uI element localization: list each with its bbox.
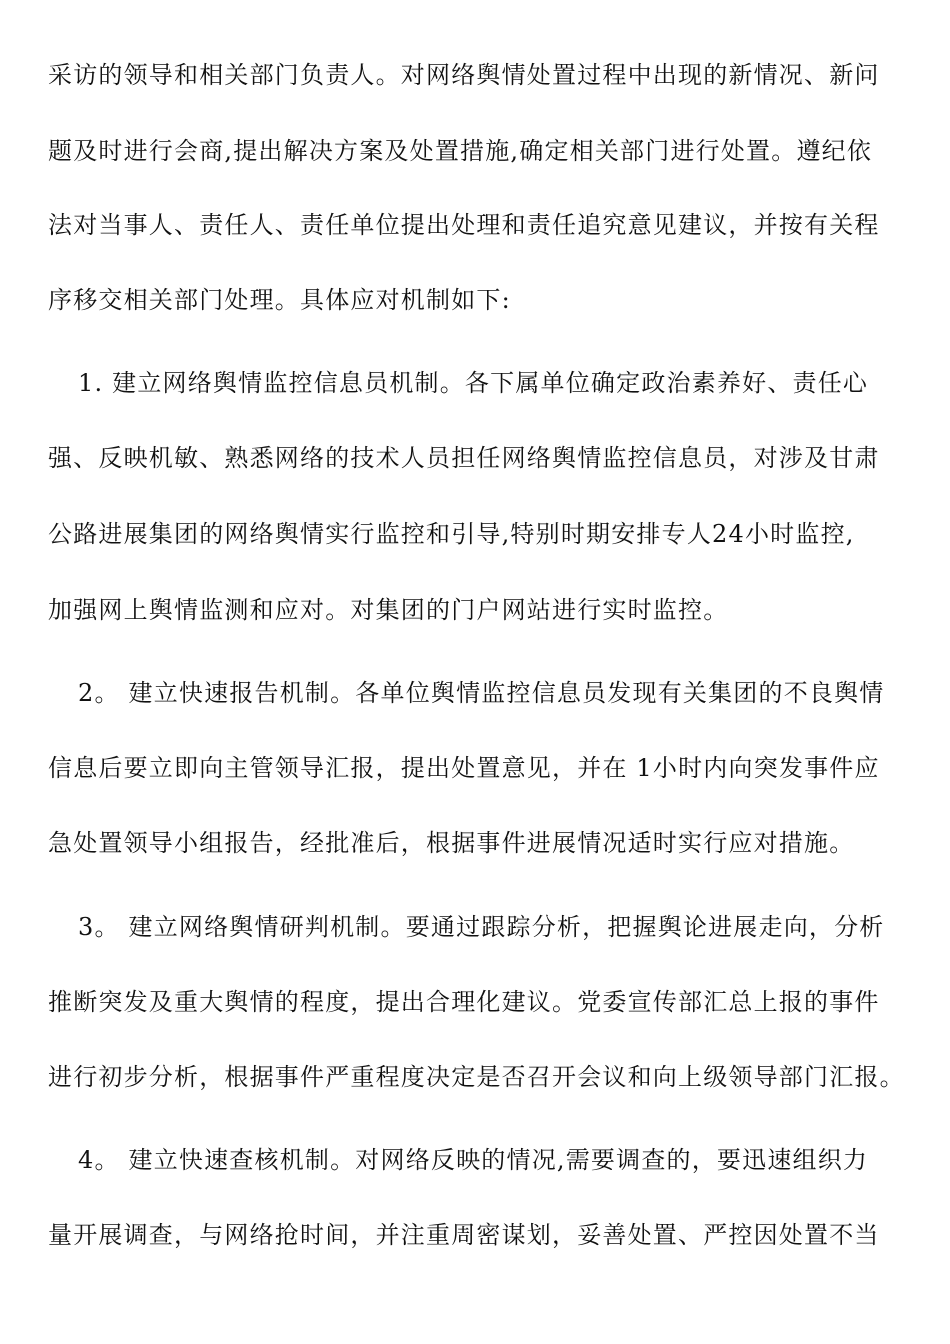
paragraph-line: 采访的领导和相关部门负责人。对网络舆情处置过程中出现的新情况、新问 [48, 61, 880, 89]
paragraph-line: 题及时进行会商,提出解决方案及处置措施,确定相关部门进行处置。遵纪依 [48, 137, 873, 165]
paragraph-line: 序移交相关部门处理。具体应对机制如下: [48, 286, 511, 314]
paragraph-line: 公路进展集团的网络舆情实行监控和引导,特别时期安排专人24小时监控, [48, 520, 855, 548]
paragraph-line: 2。 建立快速报告机制。各单位舆情监控信息员发现有关集团的不良舆情 [78, 679, 885, 707]
paragraph-line: 推断突发及重大舆情的程度，提出合理化建议。党委宣传部汇总上报的事件 [48, 988, 880, 1016]
paragraph-line: 3。 建立网络舆情研判机制。要通过跟踪分析，把握舆论进展走向，分析 [78, 913, 885, 941]
paragraph-line: 1. 建立网络舆情监控信息员机制。各下属单位确定政治素养好、责任心 [78, 369, 869, 397]
paragraph-line: 急处置领导小组报告，经批准后，根据事件进展情况适时实行应对措施。 [48, 829, 855, 857]
paragraph-line: 量开展调查，与网络抢时间，并注重周密谋划，妥善处置、严控因处置不当 [48, 1221, 880, 1249]
paragraph-line: 加强网上舆情监测和应对。对集团的门户网站进行实时监控。 [48, 596, 729, 624]
paragraph-line: 强、反映机敏、熟悉网络的技术人员担任网络舆情监控信息员，对涉及甘肃 [48, 444, 880, 472]
paragraph-line: 4。 建立快速查核机制。对网络反映的情况,需要调查的，要迅速组织力 [78, 1146, 869, 1174]
paragraph-line: 信息后要立即向主管领导汇报，提出处置意见，并在 1小时内向突发事件应 [48, 754, 880, 782]
paragraph-line: 进行初步分析，根据事件严重程度决定是否召开会议和向上级领导部门汇报。 [48, 1063, 905, 1091]
paragraph-line: 法对当事人、责任人、责任单位提出处理和责任追究意见建议，并按有关程 [48, 211, 880, 239]
